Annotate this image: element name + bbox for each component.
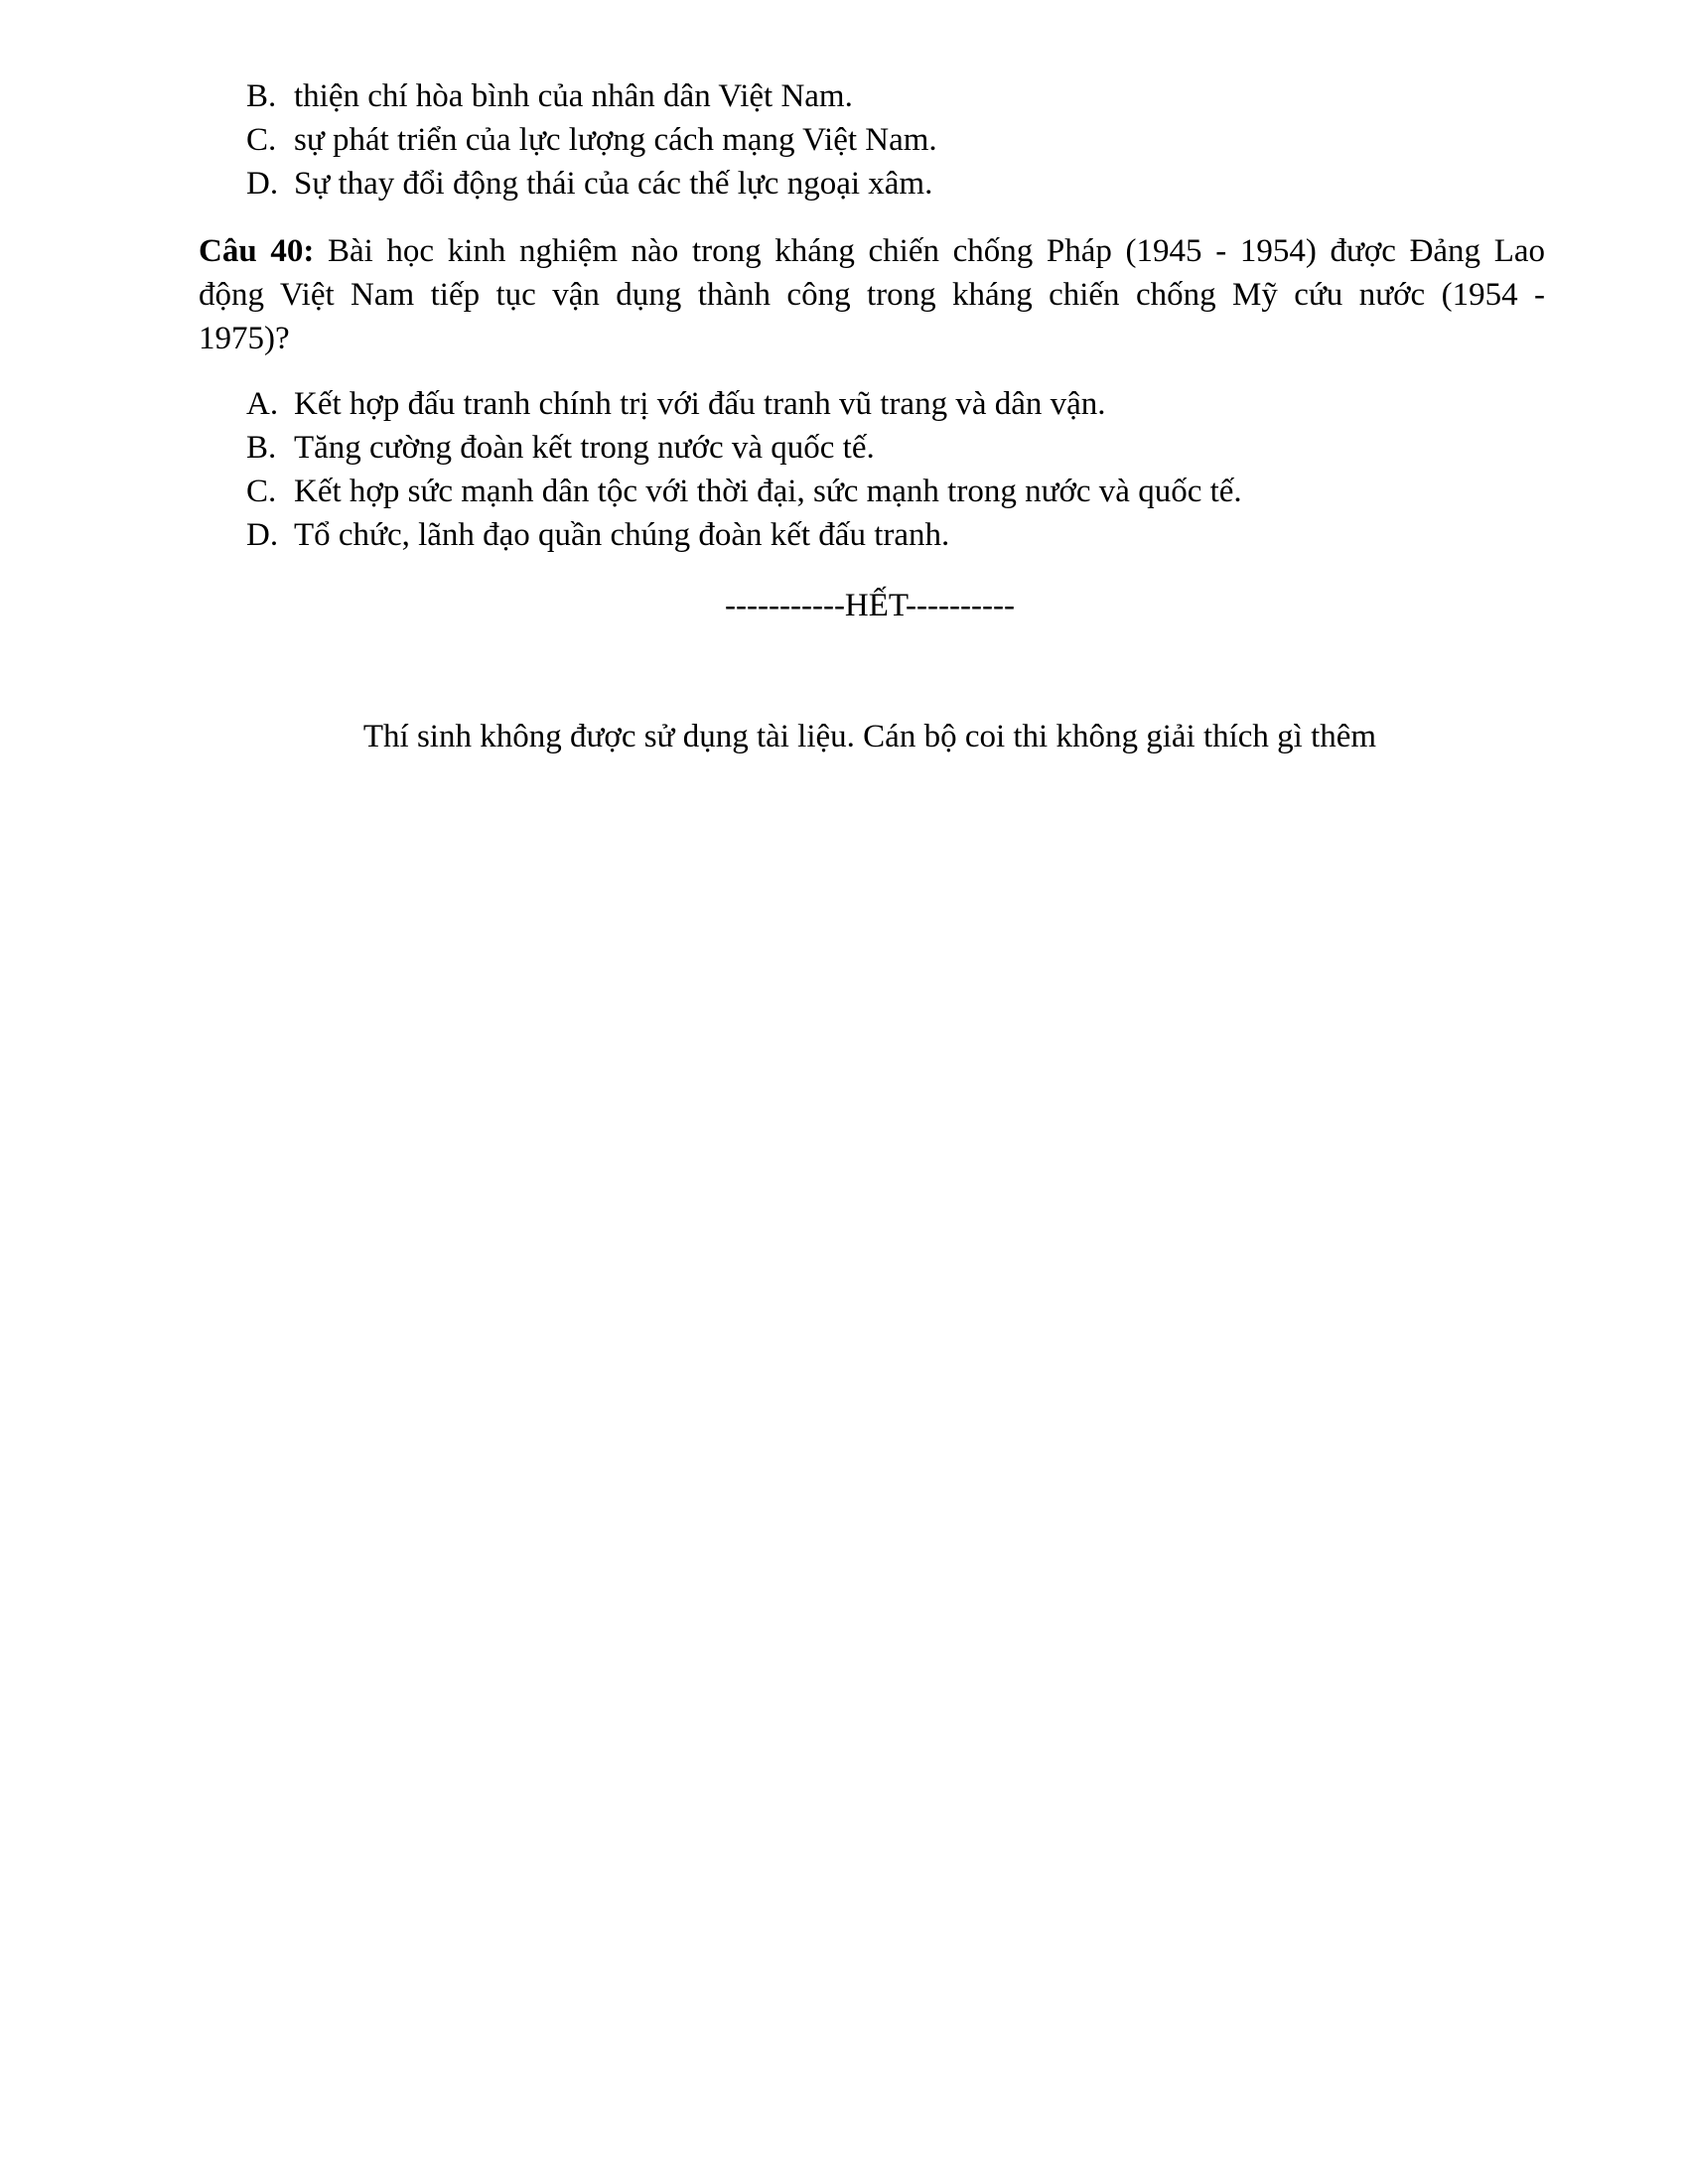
option-letter: B. bbox=[246, 430, 277, 466]
option-letter: D. bbox=[246, 517, 279, 553]
option-text: sự phát triển của lực lượng cách mạng Việt Nam. bbox=[294, 122, 937, 158]
q40-option-b bbox=[246, 426, 875, 470]
option-text: Sự thay đổi động thái của các thế lực ngoại xâm. bbox=[294, 166, 933, 202]
option-letter: D. bbox=[246, 166, 279, 202]
option-letter: A. bbox=[246, 386, 279, 422]
option-letter: C. bbox=[246, 474, 277, 509]
question-text: Bài học kinh nghiệm nào trong kháng chiến chống Pháp (1945 - 1954) được Đảng Lao bbox=[314, 233, 1545, 269]
end-marker: -----------HẾT---------- bbox=[725, 588, 1015, 623]
option-letter: B. bbox=[246, 78, 277, 114]
q40-option-a bbox=[246, 382, 1106, 426]
option-text: Tăng cường đoàn kết trong nước và quốc tế. bbox=[294, 430, 875, 466]
question-label: Câu 40: bbox=[199, 233, 315, 269]
question-line-1 bbox=[199, 229, 1545, 273]
prev-option-b bbox=[246, 74, 853, 118]
option-letter: C. bbox=[246, 122, 277, 158]
option-text: Tổ chức, lãnh đạo quần chúng đoàn kết đấu tranh. bbox=[294, 517, 950, 553]
exam-footer-note: Thí sinh không được sử dụng tài liệu. Cán bộ coi thi không giải thích gì thêm bbox=[362, 719, 1377, 754]
prev-option-c bbox=[246, 118, 937, 162]
question-40 bbox=[199, 229, 1545, 360]
prev-option-d bbox=[246, 162, 932, 205]
option-text: Kết hợp đấu tranh chính trị với đấu tranh vũ trang và dân vận. bbox=[294, 386, 1106, 422]
question-line-2: động Việt Nam tiếp tục vận dụng thành công trong kháng chiến chống Mỹ cứu nước (1954 - bbox=[199, 277, 1545, 313]
question-line-3: 1975)? bbox=[199, 321, 290, 356]
q40-option-c bbox=[246, 470, 1242, 513]
q40-option-d bbox=[246, 513, 949, 557]
option-text: thiện chí hòa bình của nhân dân Việt Nam. bbox=[294, 78, 853, 114]
option-text: Kết hợp sức mạnh dân tộc với thời đại, sức mạnh trong nước và quốc tế. bbox=[294, 474, 1242, 509]
